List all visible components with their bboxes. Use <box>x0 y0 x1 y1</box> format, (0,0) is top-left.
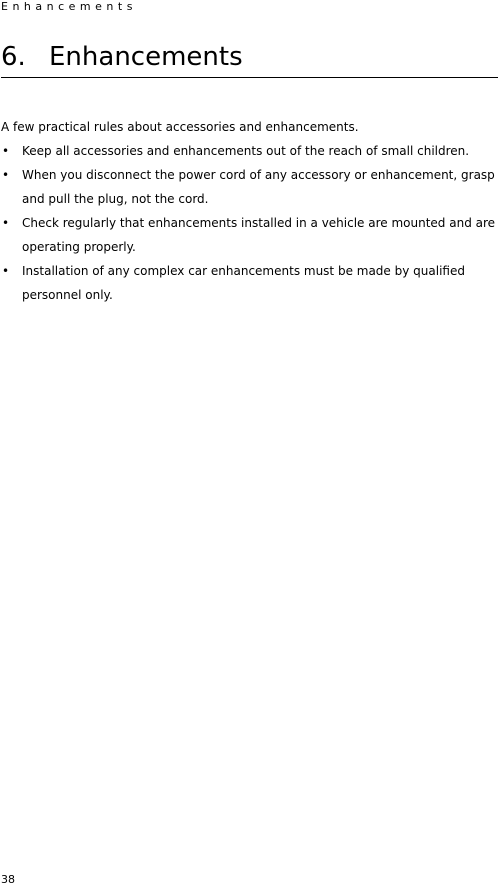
rule-text: Keep all accessories and enhancements out of the reach of small children. <box>22 144 470 158</box>
rule-item <box>1 139 498 163</box>
chapter-title: Enhancements <box>49 42 243 72</box>
rules-list <box>1 139 498 307</box>
rule-item <box>1 211 498 259</box>
rule-text: Check regularly that enhancements installed in a vehicle are mounted and are operating properly. <box>22 216 496 254</box>
rule-item <box>1 163 498 211</box>
bullet-icon: • <box>2 168 10 182</box>
bullet-icon: • <box>2 264 10 278</box>
rule-text: Installation of any complex car enhancements must be made by qualified personnel only. <box>22 264 465 302</box>
chapter-heading <box>1 40 498 78</box>
bullet-icon: • <box>2 144 10 158</box>
body-text <box>1 115 498 307</box>
intro-paragraph: A few practical rules about accessories and enhancements. <box>1 120 359 134</box>
bullet-icon: • <box>2 216 10 230</box>
chapter-number: 6. <box>1 42 26 72</box>
rule-text: When you disconnect the power cord of any accessory or enhancement, grasp and pull the plug, not the cord. <box>22 168 495 206</box>
rule-item <box>1 259 498 307</box>
page-number: 38 <box>1 873 15 886</box>
running-header: Enhancements <box>1 0 137 13</box>
